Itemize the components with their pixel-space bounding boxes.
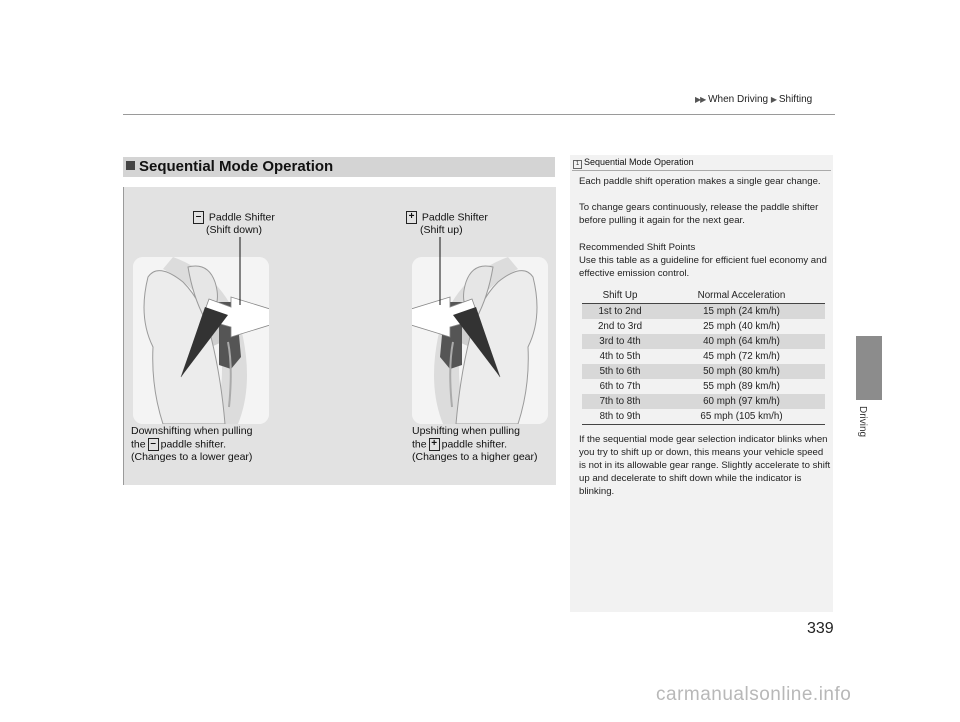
table-row: 3rd to 4th 40 mph (64 km/h) [582, 334, 825, 349]
table-row: 8th to 9th 65 mph (105 km/h) [582, 409, 825, 425]
minus-paddle-callout-sub: (Shift down) [206, 224, 263, 236]
table-header-row [582, 288, 825, 304]
note-title: 1 Sequential Mode Operation [573, 157, 694, 169]
table-row: 5th to 6th 50 mph (80 km/h) [582, 364, 825, 379]
note-paragraph-3: Use this table as a guideline for efficient fuel economy and effective emission control. [579, 255, 827, 279]
shift-points-table [582, 288, 825, 425]
table-header: Normal Acceleration [658, 288, 825, 304]
table-row: 6th to 7th 55 mph (89 km/h) [599, 381, 780, 392]
plus-key-icon: + [406, 211, 417, 224]
watermark: carmanualsonline.info [656, 684, 852, 705]
minus-key-icon: – [148, 438, 159, 451]
downshift-caption: Downshifting when pulling the – paddle shifter. (Changes to a lower gear) [131, 425, 253, 464]
note-reference-icon: 1 [573, 160, 582, 169]
section-square-icon [126, 161, 135, 170]
table-row: 2nd to 3rd 25 mph (40 km/h) [597, 321, 780, 332]
note-recommended-title: Recommended Shift Points [579, 242, 696, 253]
plus-paddle-callout-sub: (Shift up) [420, 224, 463, 236]
note-paragraph-2: To change gears continuously, release the paddle shifter before pulling it again for the next gear. [579, 202, 819, 226]
note-paragraph-4: If the sequential mode gear selection indicator blinks when you try to shift up or down, this means your vehicle speed is not in its allowable gear range. Slightly accelerate to shift up and decelerate to shift down while the indicator is blinking. [579, 434, 831, 497]
table-row: 1st to 2nd 15 mph (24 km/h) [582, 304, 825, 320]
header-divider [123, 114, 835, 115]
breadcrumb [695, 94, 812, 105]
chapter-tab-label: Driving [857, 406, 868, 438]
plus-paddle-callout: + Paddle Shifter [404, 211, 488, 224]
breadcrumb-part-1: When Driving [708, 94, 769, 105]
table-header: Shift Up [582, 288, 658, 304]
breadcrumb-arrow-icon: ▶ [770, 95, 777, 104]
note-paragraph-1: Each paddle shift operation makes a single gear change. [579, 176, 821, 187]
plus-key-icon: + [429, 438, 440, 451]
minus-key-icon: – [193, 211, 204, 224]
note-divider [572, 170, 831, 171]
chapter-tab-marker [856, 336, 882, 400]
page-number: 339 [807, 620, 834, 637]
upshift-caption: Upshifting when pulling the + paddle shifter. (Changes to a higher gear) [412, 425, 538, 464]
minus-paddle-callout: – Paddle Shifter [191, 211, 275, 224]
breadcrumb-part-2: Shifting [778, 94, 813, 105]
table-row: 7th to 8th 60 mph (97 km/h) [582, 394, 825, 409]
table-row: 4th to 5th 45 mph (72 km/h) [599, 351, 780, 362]
breadcrumb-arrow-icon: ▶▶ [695, 95, 706, 104]
section-title: Sequential Mode Operation [126, 158, 333, 175]
